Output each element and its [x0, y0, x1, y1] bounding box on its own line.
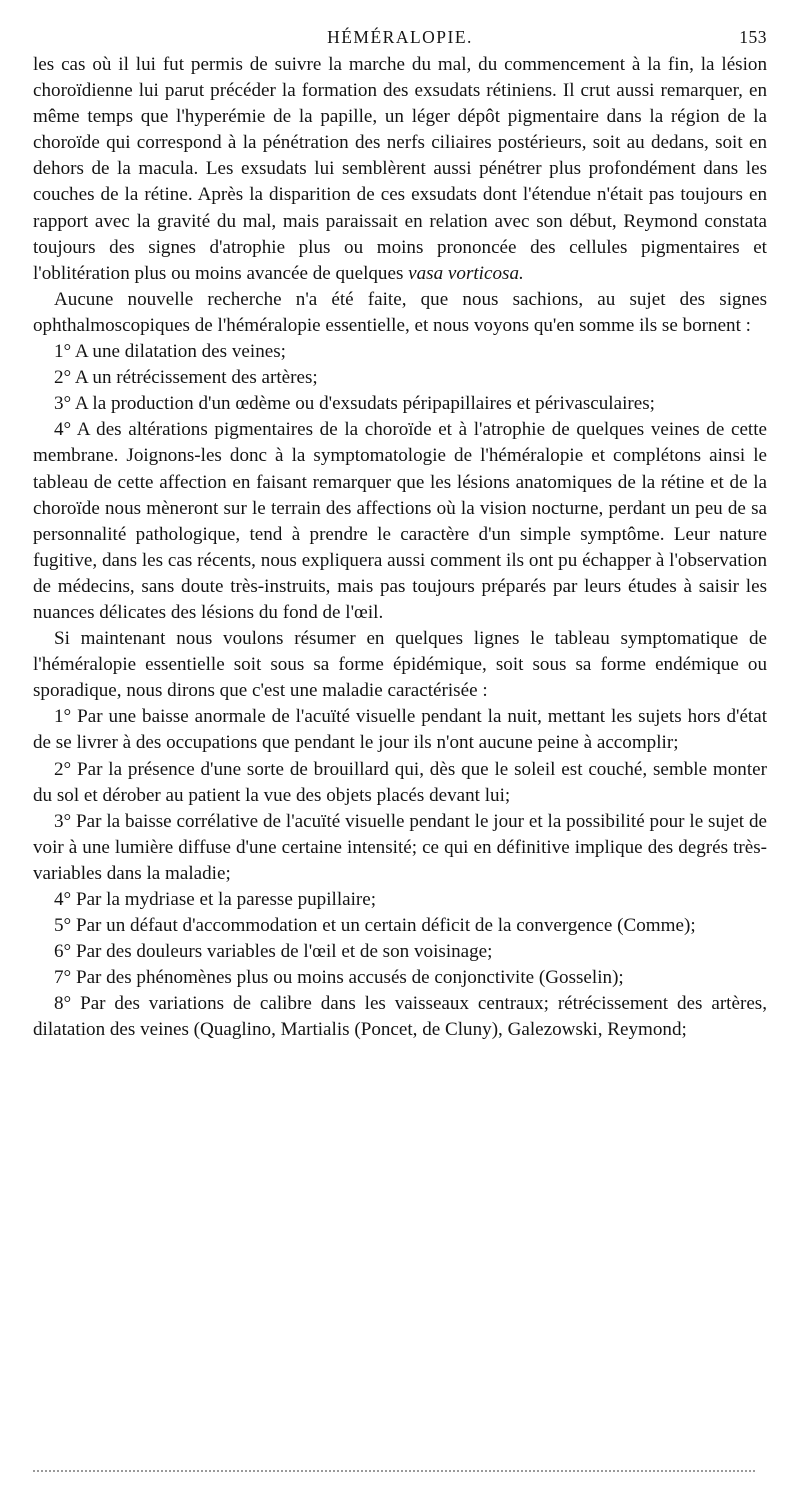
- paragraph-summary-intro: Si maintenant nous voulons résumer en quelques lignes le tableau symptomatique de l'héméralopie essentielle soit sous sa forme épidémique, soit sous sa forme endémique ou sporadique, nous dirons que c'est une maladie caractérisée :: [33, 628, 767, 702]
- sign-item-3: 3° A la production d'un œdème ou d'exsudats péripapillaires et périvasculaires;: [54, 393, 655, 415]
- symptom-item-4: 4° Par la mydriase et la paresse pupillaire;: [54, 889, 377, 910]
- paragraph-continuation-text: les cas où il lui fut permis de suivre la marche du mal, du commencement à la fin, la lésion choroïdienne lui parut précéder la formation des exsudats rétiniens. Il crut aussi remarquer, en même temps que l'hyperémie de la papille, un léger dépôt pigmentaire dans la région de la choroïde qui correspond à la pénétration des nerfs ciliaires postérieurs, soit au dedans, soit en dehors de la macula. Les exsudats lui semblèrent aussi pénétrer plus profondément dans les couches de la rétine. Après la disparition de ces exsudats dont l'étendue n'était pas toujours en rapport avec la gravité du mal, mais paraissait en relation avec son début, Reymond constata toujours des signes d'atrophie plus ou moins prononcée des cellules pigmentaires et l'oblitération plus ou moins avancée de quelques: [33, 54, 767, 284]
- italic-term: vasa vorticosa.: [408, 262, 524, 284]
- body-text: [33, 52, 767, 1044]
- running-head: [33, 22, 767, 52]
- paragraph-signs-intro: Aucune nouvelle recherche n'a été faite, que nous sachions, au sujet des signes ophthalmoscopiques de l'héméralopie essentielle, et nous voyons qu'en somme ils se bornent :: [33, 288, 767, 336]
- symptom-item-8: 8° Par des variations de calibre dans les vaisseaux centraux; rétrécissement des artères, dilatation des veines (Quaglino, Martialis (Poncet, de Cluny), Galezowski, Reymond;: [33, 993, 767, 1041]
- sign-item-4: 4° A des altérations pigmentaires de la choroïde et à l'atrophie de quelques veines de cette membrane. Joignons-les donc à la symptomatologie de l'héméralopie et complétons ainsi le tableau de cette affection en faisant remarquer que les lésions anatomiques de la rétine et de la choroïde nous mèneront sur le terrain des affections où la vision nocturne, perdant un peu de sa personnalité pathologique, tend à prendre le caractère d'un simple symptôme. Leur nature fugitive, dans les cas récents, nous expliquera aussi comment ils ont pu échapper à l'observation de médecins, sans doute très-instruits, mais pas toujours préparés par leurs études à saisir les nuances délicates des lésions du fond de l'œil.: [33, 419, 767, 623]
- symptom-item-2: 2° Par la présence d'une sorte de brouillard qui, dès que le soleil est couché, semble monter du sol et dérober au patient la vue des objets placés devant lui;: [33, 758, 767, 806]
- footer-rule: [33, 1470, 755, 1472]
- symptom-item-5: 5° Par un défaut d'accommodation et un certain déficit de la convergence (Comme);: [54, 915, 696, 937]
- book-page: [33, 22, 767, 1044]
- symptom-item-6: 6° Par des douleurs variables de l'œil et de son voisinage;: [54, 941, 493, 963]
- symptom-item-1: 1° Par une baisse anormale de l'acuïté visuelle pendant la nuit, mettant les sujets hors d'état de se livrer à des occupations que pendant le jour ils n'ont aucune peine à accomplir;: [33, 706, 767, 754]
- paragraph-continuation: [33, 52, 767, 287]
- sign-item-1: 1° A une dilatation des veines;: [54, 341, 286, 363]
- symptom-item-7: 7° Par des phénomènes plus ou moins accusés de conjonctivite (Gosselin);: [54, 967, 624, 989]
- sign-item-2: 2° A un rétrécissement des artères;: [54, 367, 318, 389]
- symptom-item-3: 3° Par la baisse corrélative de l'acuïté visuelle pendant le jour et la possibilité pour le sujet de voir à une lumière diffuse d'une certaine intensité; ce qui en définitive implique des degrés très-variables dans la maladie;: [33, 810, 767, 884]
- running-title: HÉMÉRALOPIE.: [327, 27, 473, 47]
- page-number: 153: [739, 27, 767, 47]
